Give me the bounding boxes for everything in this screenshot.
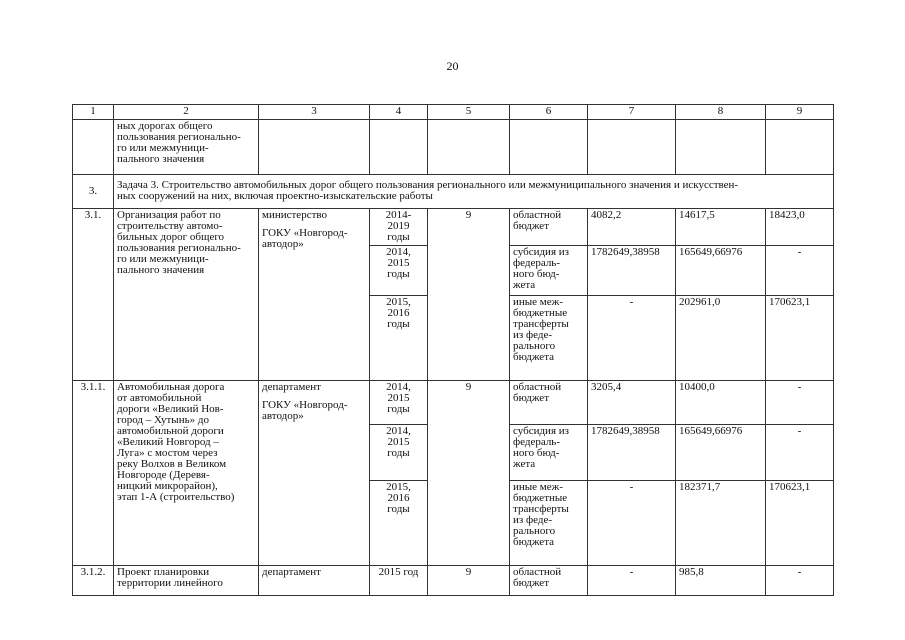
period-cell: 2015, 2016 годы [370, 481, 428, 566]
source-cell: иные меж- бюджетные трансферты из феде- рального бюджета [510, 481, 588, 566]
col5-cell: 9 [428, 566, 510, 596]
value-cell: 165649,66976 [676, 246, 766, 296]
header-cell: 8 [676, 105, 766, 120]
header-cell: 4 [370, 105, 428, 120]
value-cell: 985,8 [676, 566, 766, 596]
name-cell: ных дорогах общего пользования регионально- го или межмуници- пального значения [114, 120, 259, 175]
value-cell: 18423,0 [766, 209, 834, 246]
value-cell: 170623,1 [766, 296, 834, 381]
table-row-3-1 [73, 209, 834, 246]
period-cell: 2014, 2015 годы [370, 246, 428, 296]
table-row-task-3 [73, 175, 834, 209]
value-cell: 1782649,38958 [588, 425, 676, 481]
executor-cell: департамент [259, 566, 370, 596]
value-cell: 182371,7 [676, 481, 766, 566]
executor-cell: министерство ГОКУ «Новгород- автодор» [259, 209, 370, 381]
source-cell: субсидия из федераль- ного бюд- жета [510, 425, 588, 481]
value-cell: 1782649,38958 [588, 246, 676, 296]
value-cell: - [766, 425, 834, 481]
page-number: 20 [446, 59, 459, 73]
period-cell: 2014, 2015 годы [370, 381, 428, 425]
col5-cell: 9 [428, 209, 510, 381]
num-cell: 3.1.1. [73, 381, 114, 566]
value-cell: - [766, 381, 834, 425]
header-cell: 1 [73, 105, 114, 120]
name-cell: Организация работ по строительству автомо- бильных дорог общего пользования регионально- го или межмуници- пального значения [114, 209, 259, 381]
task-title: Задача 3. Строительство автомобильных дорог общего пользования регионального или межмуниципального значения и искусствен- ных сооружений на них, включая проектно-изыскательские работы [114, 175, 834, 209]
value-cell: - [588, 296, 676, 381]
value-cell: 202961,0 [676, 296, 766, 381]
value-cell: 165649,66976 [676, 425, 766, 481]
value-cell: 4082,2 [588, 209, 676, 246]
header-cell: 6 [510, 105, 588, 120]
name-cell: Автомобильная дорога от автомобильной дороги «Великий Нов- город – Хутынь» до автомобильной дороги «Великий Новгород – Луга» с мостом через реку Волхов в Великом Новгороде (Деревя- ницкий микрорайон), этап 1-А (строительство) [114, 381, 259, 566]
table-row-3-1-1 [73, 381, 834, 425]
source-cell: областной бюджет [510, 209, 588, 246]
period-cell: 2015, 2016 годы [370, 296, 428, 381]
source-cell: областной бюджет [510, 566, 588, 596]
num-cell: 3. [73, 175, 114, 209]
header-cell: 2 [114, 105, 259, 120]
num-cell [73, 120, 114, 175]
period-cell: 2014- 2019 годы [370, 209, 428, 246]
value-cell: - [588, 566, 676, 596]
header-cell: 3 [259, 105, 370, 120]
executor-cell: департамент ГОКУ «Новгород- автодор» [259, 381, 370, 566]
value-cell: 3205,4 [588, 381, 676, 425]
header-cell: 9 [766, 105, 834, 120]
table-row-continuation [73, 120, 834, 175]
source-cell: областной бюджет [510, 381, 588, 425]
header-row [73, 105, 834, 120]
table-row-3-1-2 [73, 566, 834, 596]
value-cell: - [766, 566, 834, 596]
source-cell: иные меж- бюджетные трансферты из феде- рального бюджета [510, 296, 588, 381]
num-cell: 3.1.2. [73, 566, 114, 596]
period-cell: 2015 год [370, 566, 428, 596]
num-cell: 3.1. [73, 209, 114, 381]
col5-cell: 9 [428, 381, 510, 566]
value-cell: 10400,0 [676, 381, 766, 425]
period-cell: 2014, 2015 годы [370, 425, 428, 481]
header-cell: 7 [588, 105, 676, 120]
value-cell: 170623,1 [766, 481, 834, 566]
value-cell: - [766, 246, 834, 296]
source-cell: субсидия из федераль- ного бюд- жета [510, 246, 588, 296]
name-cell: Проект планировки территории линейного [114, 566, 259, 596]
value-cell: 14617,5 [676, 209, 766, 246]
program-table [72, 104, 834, 596]
value-cell: - [588, 481, 676, 566]
header-cell: 5 [428, 105, 510, 120]
